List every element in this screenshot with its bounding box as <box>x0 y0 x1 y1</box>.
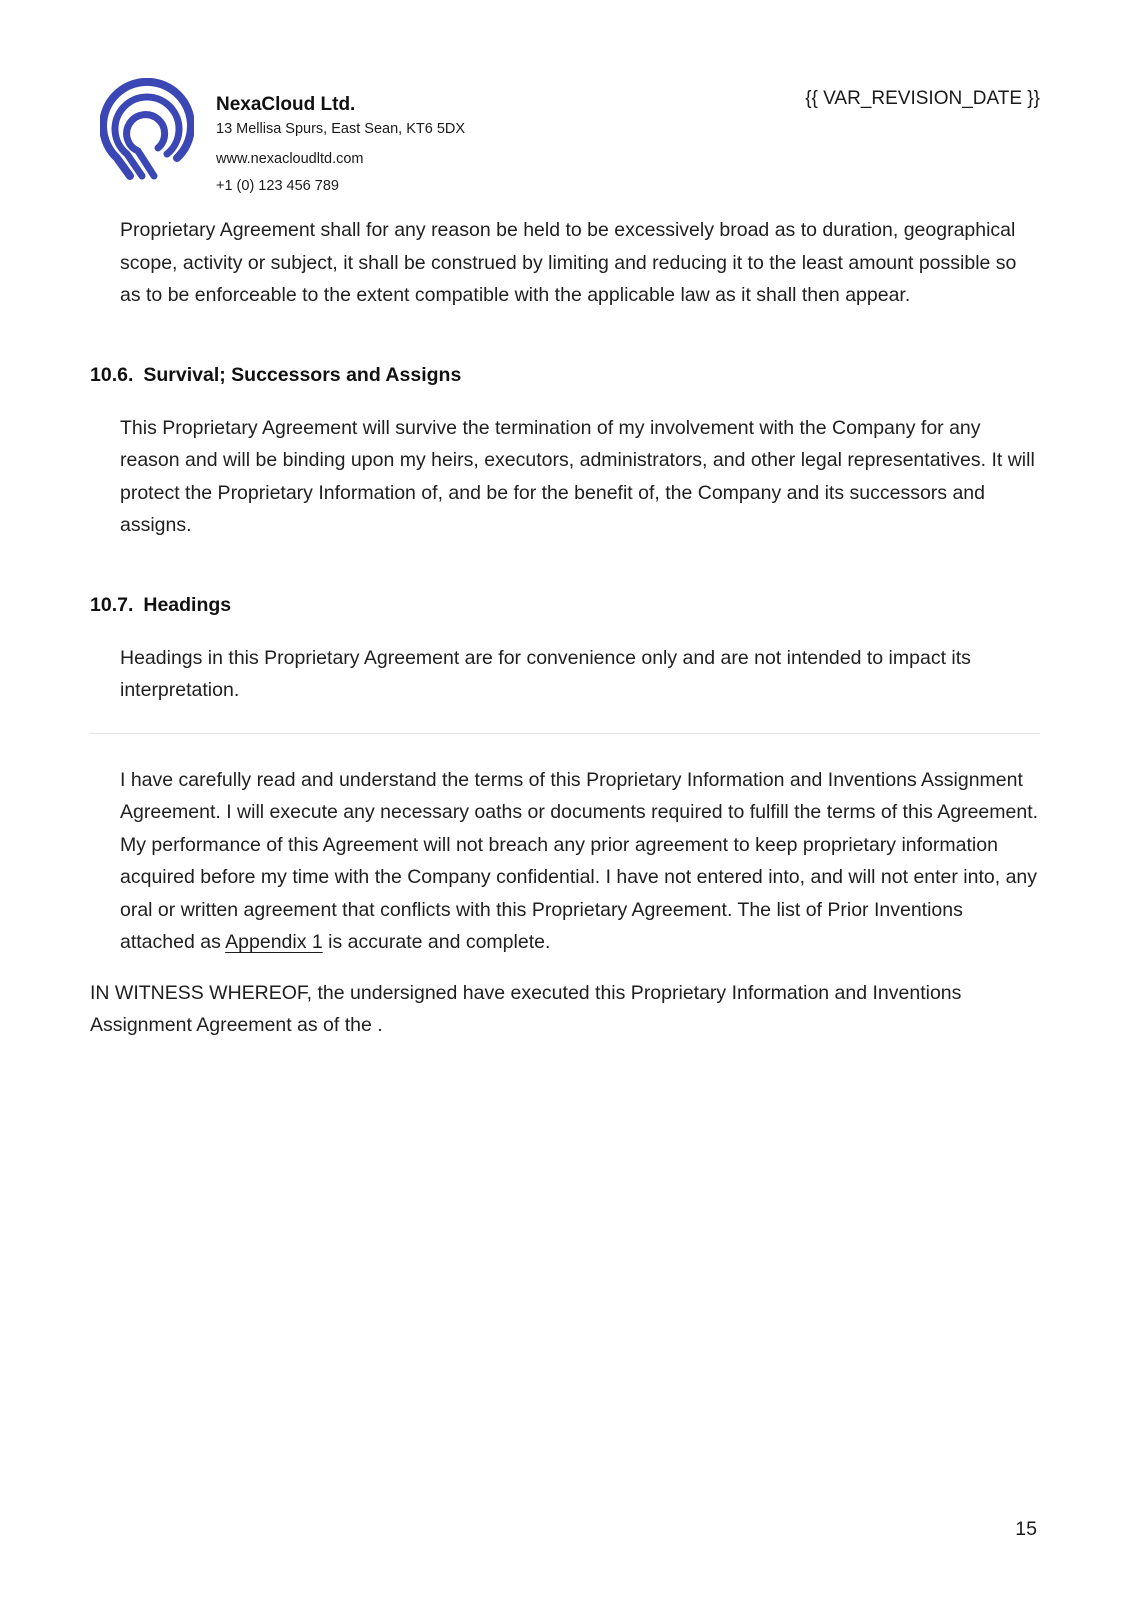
page-number: 15 <box>1015 1518 1037 1540</box>
company-info <box>216 94 465 195</box>
section-title: Headings <box>143 593 232 616</box>
section-number: 10.7. <box>90 593 134 616</box>
company-logo-icon <box>100 78 194 180</box>
company-address: 13 Mellisa Spurs, East Sean, KT6 5DX <box>216 121 466 137</box>
company-phone: +1 (0) 123 456 789 <box>216 178 339 194</box>
page-header <box>100 78 1040 198</box>
section-heading-10-7 <box>90 592 1040 618</box>
document-body <box>90 214 1040 1042</box>
revision-date: {{ VAR_REVISION_DATE }} <box>805 88 1040 109</box>
witness-paragraph: IN WITNESS WHEREOF, the undersigned have executed this Proprietary Information and Inventions Assignment Agreement as of the . <box>90 981 962 1036</box>
acknowledgement-text-end: is accurate and complete. <box>322 931 551 953</box>
company-name: NexaCloud Ltd. <box>216 94 356 115</box>
section-title: Survival; Successors and Assigns <box>143 363 462 386</box>
continued-paragraph: Proprietary Agreement shall for any reason be held to be excessively broad as to duration, geographical scope, activity or subject, it shall be construed by limiting and reducing it to the least amount possible so as to be enforceable to the extent compatible with the applicable law as it shall then appear. <box>120 219 1017 306</box>
section-text-10-6: This Proprietary Agreement will survive the termination of my involvement with the Company for any reason and will be binding upon my heirs, executors, administrators, and other legal representatives. It will protect the Proprietary Information of, and be for the benefit of, the Company and its successors and assigns. <box>120 416 1035 536</box>
acknowledgement-paragraph <box>90 764 1040 959</box>
section-number: 10.6. <box>90 363 134 386</box>
appendix-1-link[interactable]: Appendix 1 <box>225 931 323 953</box>
section-heading-10-6 <box>90 362 1040 388</box>
section-text-10-7: Headings in this Proprietary Agreement are for convenience only and are not intended to impact its interpretation. <box>120 646 971 701</box>
acknowledgement-text: I have carefully read and understand the terms of this Proprietary Information and Inventions Assignment Agreement. I will execute any necessary oaths or documents required to fulfill the terms of this Agreement. My performance of this Agreement will not breach any prior agreement to keep proprietary information acquired before my time with the Company confidential. I have not entered into, and will not enter into, any oral or written agreement that conflicts with this Proprietary Agreement. The list of Prior Inventions attached as <box>120 768 1039 953</box>
company-website[interactable]: www.nexacloudltd.com <box>216 151 364 167</box>
